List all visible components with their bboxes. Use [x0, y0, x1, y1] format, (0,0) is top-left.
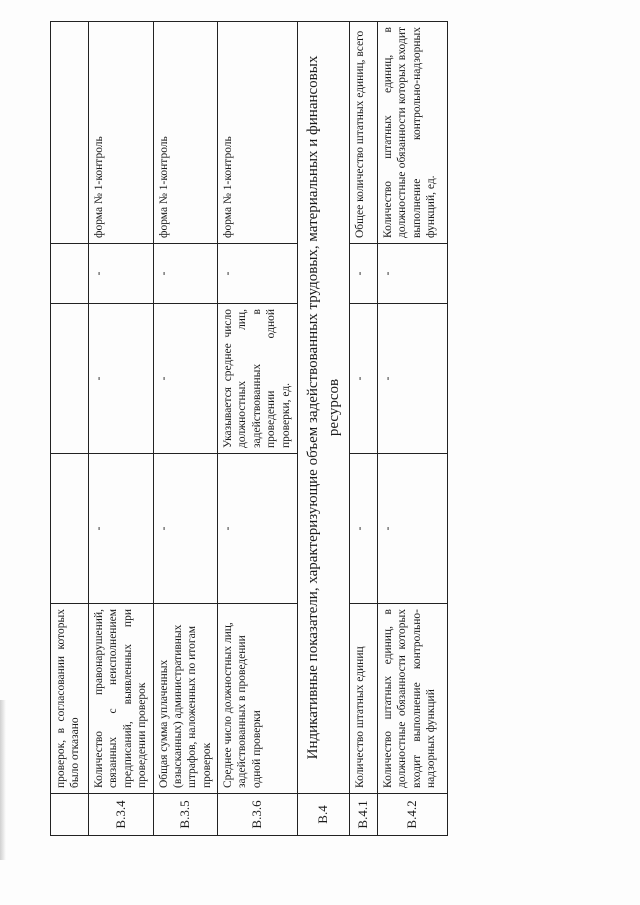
table-row [153, 22, 218, 836]
row-col4 [51, 304, 89, 454]
row-col3: - [378, 454, 448, 604]
row-col5: - [218, 244, 298, 304]
row-col4: - [350, 304, 378, 454]
row-source: форма № 1-контроль [153, 22, 218, 244]
row-source: Количество штатных единиц, в должностные обязанности которых входит выполнение контрольно-надзорных функций, ед. [378, 22, 448, 244]
row-code: В.3.5 [153, 794, 218, 836]
row-col3 [51, 454, 89, 604]
row-col4: Указывается среднее число должностных лиц, задействованных в проведении одной проверки, ед. [218, 304, 298, 454]
row-source: Общее количество штатных единиц, всего [350, 22, 378, 244]
row-col5: - [153, 244, 218, 304]
indicators-table [50, 21, 448, 836]
row-name: проверок, в согласовании которых было отказано [51, 604, 89, 794]
table-row [218, 22, 298, 836]
row-col3: - [218, 454, 298, 604]
row-source [51, 22, 89, 244]
row-col4: - [378, 304, 448, 454]
row-col4: - [153, 304, 218, 454]
row-name: Среднее число должностных лиц, задействованных в проведении одной проверки [218, 604, 298, 794]
section-code: В.4 [298, 794, 350, 836]
row-code: В.4.2 [378, 794, 448, 836]
table-row [350, 22, 378, 836]
row-code [51, 794, 89, 836]
scan-shadow [0, 700, 6, 860]
row-source: форма № 1-контроль [218, 22, 298, 244]
row-col4: - [89, 304, 154, 454]
section-title: Индикативные показатели, характеризующие объем задействованных трудовых, материальных и финансовых ресурсов [298, 22, 350, 794]
row-code: В.3.4 [89, 794, 154, 836]
row-col5: - [350, 244, 378, 304]
row-col5 [51, 244, 89, 304]
section-row [298, 22, 350, 836]
row-name: Количество правонарушений, связанных с неисполнением предписаний, выявленных при проведении проверок [89, 604, 154, 794]
row-col3: - [153, 454, 218, 604]
row-name: Количество штатных единиц, в должностные обязанности которых входит выполнение контрольно-надзорных функций [378, 604, 448, 794]
row-name: Общая сумма уплаченных (взысканных) административных штрафов, наложенных по итогам проверок [153, 604, 218, 794]
row-col3: - [89, 454, 154, 604]
table-row [378, 22, 448, 836]
row-source: форма № 1-контроль [89, 22, 154, 244]
row-col3: - [350, 454, 378, 604]
row-name: Количество штатных единиц [350, 604, 378, 794]
rotated-table-container [50, 22, 446, 836]
row-col5: - [378, 244, 448, 304]
row-code: В.3.6 [218, 794, 298, 836]
table-row [89, 22, 154, 836]
row-code: В.4.1 [350, 794, 378, 836]
table-row [51, 22, 89, 836]
row-col5: - [89, 244, 154, 304]
